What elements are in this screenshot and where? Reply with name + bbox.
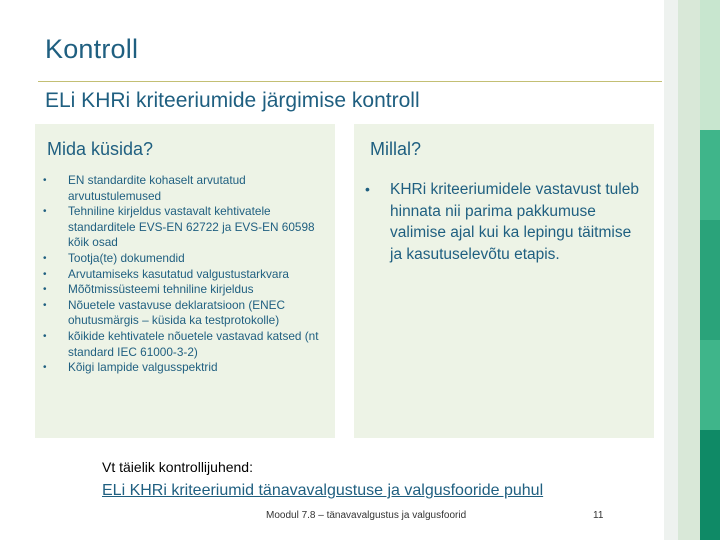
- list-item: [35, 360, 335, 376]
- list-item-text: Mõõtmissüsteemi tehniline kirjeldus: [68, 282, 254, 297]
- title-divider: [38, 81, 662, 82]
- list-item-text: kõikide kehtivatele nõuetele vastavad katsed (nt standard IEC 61000-3-2): [68, 328, 319, 359]
- list-item: [35, 298, 335, 329]
- bullet-icon: •: [43, 330, 47, 342]
- decorative-panel: [700, 220, 720, 340]
- bullet-icon: •: [365, 181, 370, 197]
- slide-subtitle: ELi KHRi kriteeriumide järgimise kontroll: [45, 89, 420, 112]
- page-number: 11: [593, 510, 604, 521]
- list-item: [35, 282, 335, 298]
- what-to-ask-panel: [35, 124, 335, 438]
- list-item: [35, 329, 335, 360]
- decorative-panel: [700, 0, 720, 130]
- what-to-ask-heading: Mida küsida?: [47, 139, 154, 159]
- list-item: [35, 173, 335, 204]
- list-item-text: Nõuetele vastavuse deklaratsioon (ENEC ohutusmärgis – küsida ka testprotokolle): [68, 297, 286, 328]
- what-to-ask-list: [35, 173, 335, 376]
- when-list: [354, 179, 654, 265]
- when-panel: [354, 124, 654, 438]
- bullet-icon: •: [43, 284, 47, 296]
- bullet-icon: •: [43, 175, 47, 186]
- list-item-text: Tehniline kirjeldus vastavalt kehtivatele standarditele EVS-EN 62722 ja EVS-EN 60598 kõik osad: [68, 204, 315, 250]
- bullet-icon: •: [43, 268, 47, 280]
- bullet-icon: •: [43, 252, 47, 264]
- module-footer: Moodul 7.8 – tänavavalgustus ja valgusfoorid: [266, 510, 467, 521]
- bullet-icon: •: [43, 206, 47, 218]
- slide-title: Kontroll: [45, 34, 139, 64]
- list-item: [35, 204, 335, 251]
- decorative-panel: [700, 430, 720, 540]
- list-item: [35, 251, 335, 267]
- list-item-text: Arvutamiseks kasutatud valgustustarkvara: [68, 266, 289, 281]
- list-item: [35, 267, 335, 283]
- list-item-text: KHRi kriteeriumidele vastavust tuleb hinnata nii parima pakkumuse valimise ajal kui ka lepingu täitmise ja kasutuselevõtu etapis.: [390, 181, 639, 263]
- list-item-text: Kõigi lampide valgusspektrid: [68, 360, 218, 375]
- list-item-text: EN standardite kohaselt arvutatud arvutustulemused: [68, 173, 246, 203]
- list-item-text: Tootja(te) dokumendid: [68, 250, 185, 265]
- list-item: [354, 179, 654, 265]
- criteria-guide-link[interactable]: ELi KHRi kriteeriumid tänavavalgustuse ja valgusfooride puhul: [102, 482, 544, 499]
- bullet-icon: •: [43, 362, 47, 374]
- guide-label: Vt täielik kontrollijuhend:: [102, 459, 253, 475]
- decorative-strip: [664, 0, 678, 540]
- bullet-icon: •: [43, 299, 47, 311]
- when-heading: Millal?: [370, 139, 422, 159]
